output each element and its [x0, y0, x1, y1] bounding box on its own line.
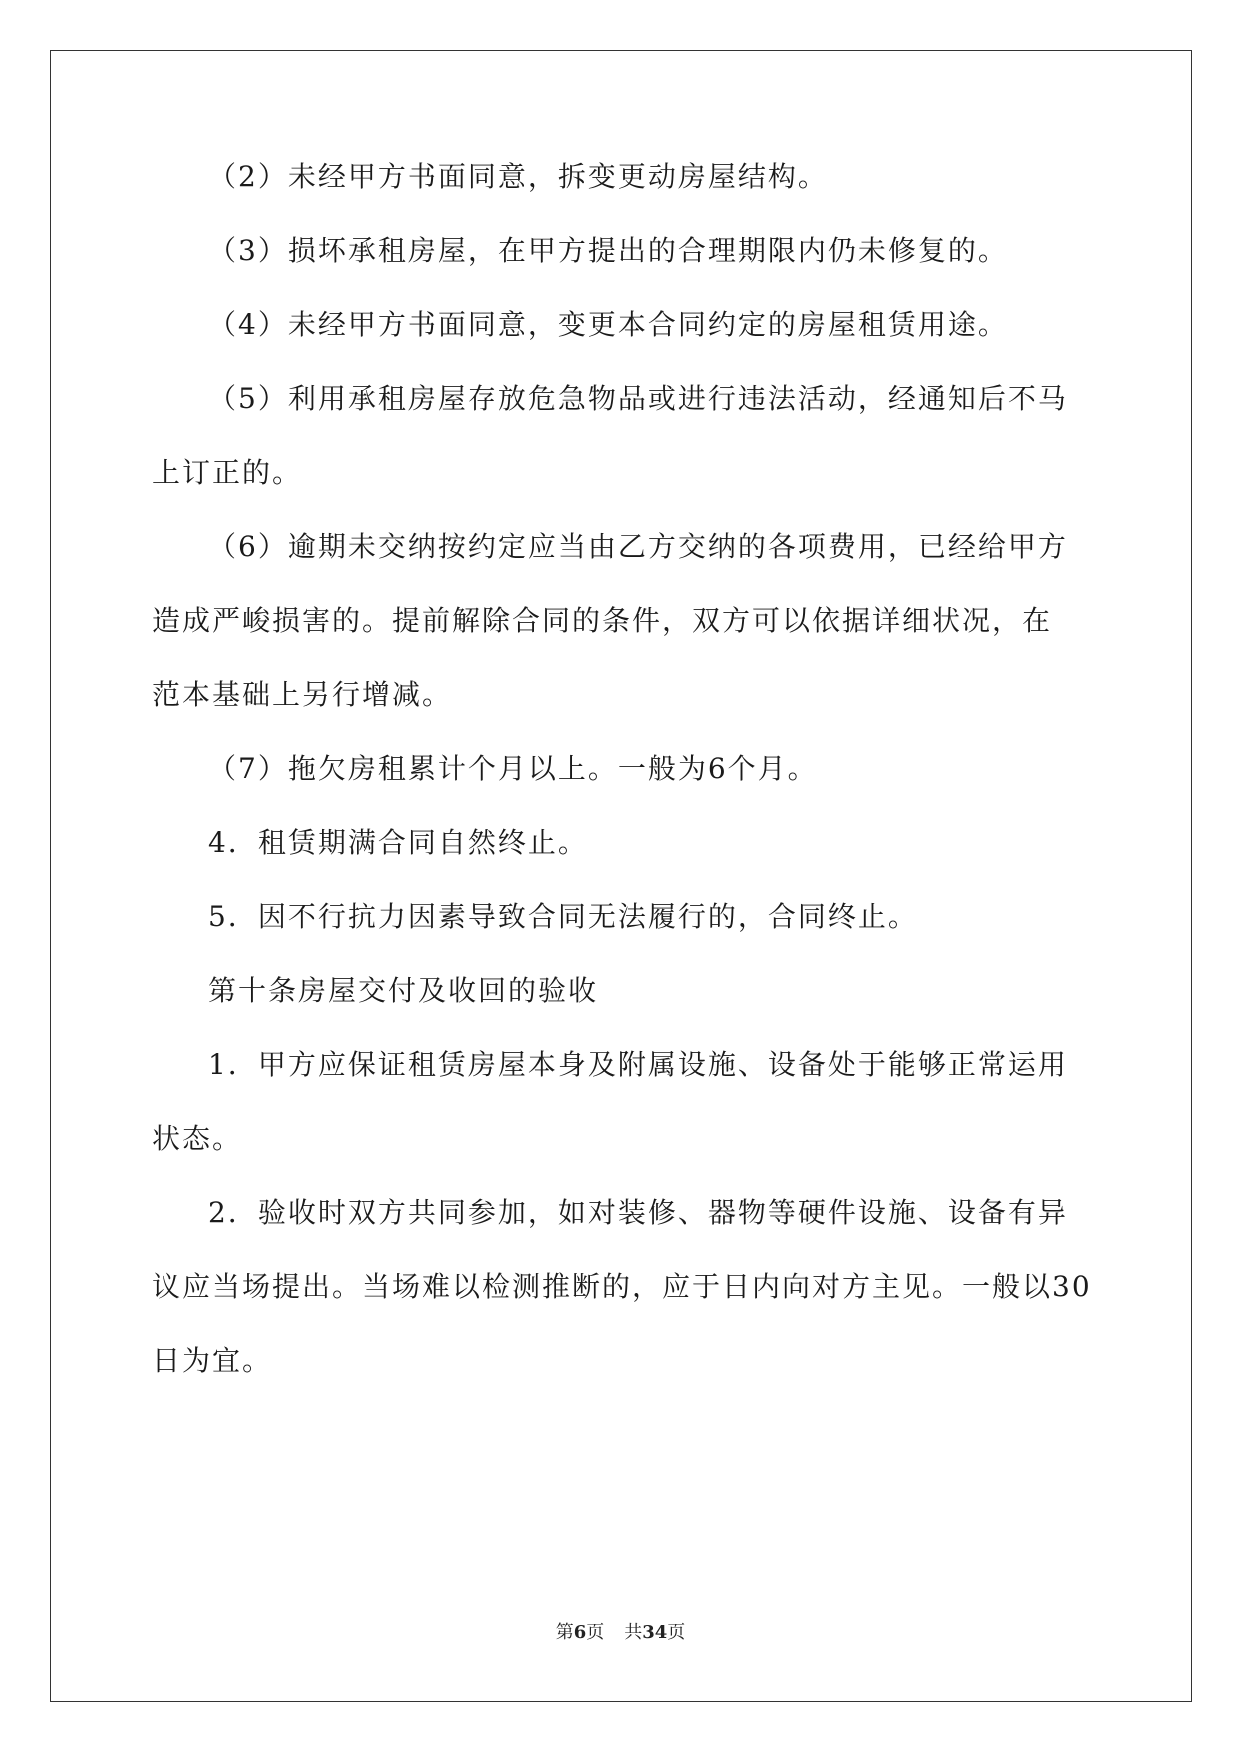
paragraph-line: 造成严峻损害的。提前解除合同的条件，双方可以依据详细状况，在: [152, 604, 1053, 637]
paragraph-line: 日为宜。: [152, 1344, 273, 1377]
total-prefix: 共: [624, 1622, 643, 1643]
paragraph-line: （5）利用承租房屋存放危急物品或进行违法活动，经通知后不马: [208, 382, 1068, 415]
page-prefix: 第: [555, 1622, 574, 1643]
paragraph-line: 5．因不行抗力因素导致合同无法履行的，合同终止。: [208, 900, 918, 933]
paragraph-line: （2）未经甲方书面同意，拆变更动房屋结构。: [208, 160, 828, 193]
page-number: 6: [573, 1622, 587, 1643]
page-border: [50, 50, 1192, 1702]
page-suffix: 页: [586, 1622, 605, 1643]
paragraph-line: 2．验收时双方共同参加，如对装修、器物等硬件设施、设备有异: [208, 1196, 1068, 1229]
total-suffix: 页: [667, 1622, 686, 1643]
paragraph-line: 状态。: [152, 1122, 243, 1155]
paragraph-line: 4．租赁期满合同自然终止。: [208, 826, 588, 859]
paragraph-line: （6）逾期未交纳按约定应当由乙方交纳的各项费用，已经给甲方: [208, 530, 1068, 563]
paragraph-line: （4）未经甲方书面同意，变更本合同约定的房屋租赁用途。: [208, 308, 1008, 341]
total-pages: 34: [642, 1622, 668, 1643]
paragraph-line: 上订正的。: [152, 456, 303, 489]
paragraph-line: （3）损坏承租房屋，在甲方提出的合理期限内仍未修复的。: [208, 234, 1008, 267]
section-heading: 第十条房屋交付及收回的验收: [208, 974, 599, 1007]
page-footer: [0, 1622, 1241, 1644]
paragraph-line: 议应当场提出。当场难以检测推断的，应于日内向对方主见。一般以30: [152, 1270, 1092, 1303]
paragraph-line: 1．甲方应保证租赁房屋本身及附属设施、设备处于能够正常运用: [208, 1048, 1068, 1081]
paragraph-line: 范本基础上另行增减。: [152, 678, 453, 711]
paragraph-line: （7）拖欠房租累计个月以上。一般为6个月。: [208, 752, 818, 785]
